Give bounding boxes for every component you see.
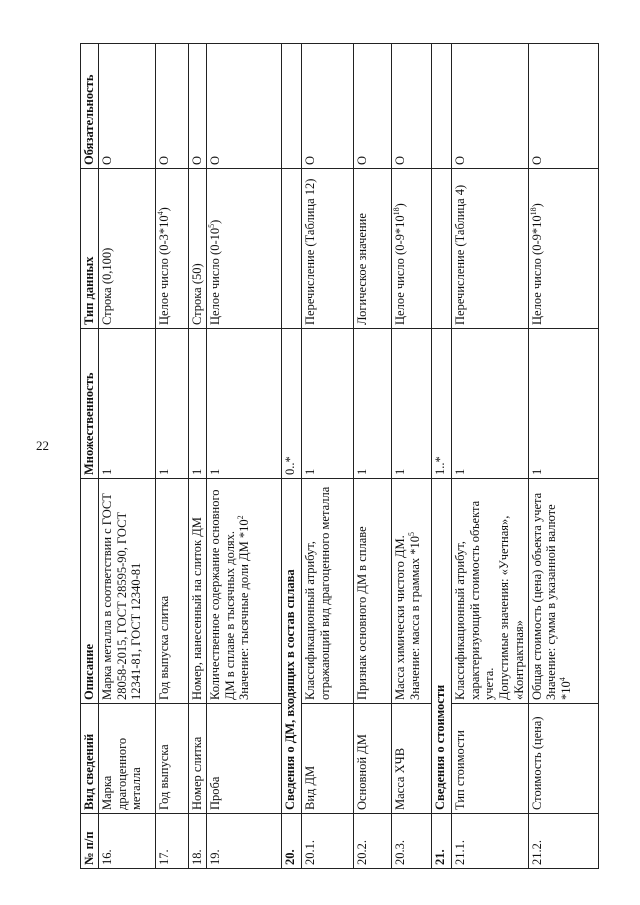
description-exponent: 4 bbox=[557, 677, 567, 682]
description-text: Общая стоимость (цена) объекта учета bbox=[529, 492, 544, 700]
multiplicity-cell: 1 bbox=[301, 329, 353, 479]
row-number: 20. bbox=[281, 814, 301, 869]
row-number: 20.3. bbox=[391, 814, 431, 869]
data-type-cell bbox=[301, 169, 353, 329]
page-number: 22 bbox=[36, 438, 49, 453]
description-text: Номер, нанесенный на слиток ДМ bbox=[189, 517, 204, 700]
data-type-text: Целое число (0-9*10 bbox=[392, 215, 407, 325]
header-multiplicity: Множественность bbox=[81, 329, 99, 479]
description-text: Количественное содержание основного ДМ в сплаве в тысячных долях. bbox=[207, 489, 237, 700]
required-cell bbox=[98, 44, 155, 169]
section-title: Сведения о стоимости bbox=[431, 479, 451, 814]
multiplicity-cell: 1 bbox=[353, 329, 391, 479]
description-text: Масса химически чистого ДМ. bbox=[392, 535, 407, 700]
multiplicity-cell: 1 bbox=[528, 329, 598, 479]
kind-cell: Вид ДМ bbox=[301, 704, 353, 814]
table-row bbox=[528, 44, 598, 869]
table-row bbox=[155, 44, 188, 869]
description-value-text: Допустимые значения: «Учетная», «Контрактная» bbox=[497, 515, 526, 700]
data-type-close: ) bbox=[529, 203, 544, 208]
required-cell bbox=[391, 44, 431, 169]
multiplicity-cell: 1 bbox=[98, 329, 155, 479]
required-cell bbox=[188, 44, 206, 169]
section-row bbox=[431, 44, 451, 869]
required-mark: О bbox=[302, 155, 317, 165]
required-mark: О bbox=[156, 155, 171, 165]
required-mark: О bbox=[189, 155, 204, 165]
description-text: Признак основного ДМ в сплаве bbox=[354, 526, 369, 700]
row-number: 20.2. bbox=[353, 814, 391, 869]
multiplicity-cell: 1 bbox=[188, 329, 206, 479]
required-cell bbox=[155, 44, 188, 169]
data-type-text: Перечисление (Таблица 12) bbox=[302, 178, 317, 325]
required-cell bbox=[301, 44, 353, 169]
header-num: № п/п bbox=[81, 814, 99, 869]
description-cell bbox=[206, 479, 281, 704]
description-value-text: Значение: сумма в указанной валюте *10 bbox=[544, 504, 573, 700]
section-title: Сведения о ДМ, входящих в состав сплава bbox=[281, 479, 301, 814]
data-type-exponent: 4 bbox=[155, 211, 165, 216]
required-cell bbox=[431, 44, 451, 169]
description-cell bbox=[155, 479, 188, 704]
row-number: 21.1. bbox=[451, 814, 528, 869]
table-row bbox=[206, 44, 281, 869]
data-type-cell bbox=[451, 169, 528, 329]
data-type-close: ) bbox=[156, 207, 171, 212]
required-cell bbox=[451, 44, 528, 169]
data-type-cell bbox=[281, 169, 301, 329]
kind-cell: Год выпуска bbox=[155, 704, 188, 814]
row-number: 20.1. bbox=[301, 814, 353, 869]
row-number: 19. bbox=[206, 814, 281, 869]
table-row bbox=[391, 44, 431, 869]
header-required: Обязательность bbox=[81, 44, 99, 169]
description-cell bbox=[353, 479, 391, 704]
multiplicity-cell: 1 bbox=[206, 329, 281, 479]
data-type-text: Целое число (0-10 bbox=[207, 227, 222, 325]
header-description: Описание bbox=[81, 479, 99, 704]
header-data-type: Тип данных bbox=[81, 169, 99, 329]
data-type-exponent: 18 bbox=[391, 207, 401, 216]
table-row bbox=[451, 44, 528, 869]
kind-cell: Масса ХЧВ bbox=[391, 704, 431, 814]
kind-cell: Номер слитка bbox=[188, 704, 206, 814]
required-mark: О bbox=[99, 155, 114, 165]
data-type-cell bbox=[353, 169, 391, 329]
table-header-row bbox=[81, 44, 99, 869]
data-type-close: ) bbox=[392, 203, 407, 208]
description-cell bbox=[98, 479, 155, 704]
description-cell bbox=[451, 479, 528, 704]
row-number: 17. bbox=[155, 814, 188, 869]
description-cell bbox=[301, 479, 353, 704]
data-type-cell bbox=[98, 169, 155, 329]
row-number: 21. bbox=[431, 814, 451, 869]
description-exponent: 5 bbox=[406, 531, 416, 536]
data-type-exponent: 5 bbox=[206, 223, 216, 228]
row-number: 18. bbox=[188, 814, 206, 869]
header-kind: Вид сведений bbox=[81, 704, 99, 814]
kind-cell: Проба bbox=[206, 704, 281, 814]
required-cell bbox=[281, 44, 301, 169]
multiplicity-cell: 0..* bbox=[281, 329, 301, 479]
table-row bbox=[188, 44, 206, 869]
required-cell bbox=[353, 44, 391, 169]
section-row bbox=[281, 44, 301, 869]
multiplicity-cell: 1 bbox=[155, 329, 188, 479]
data-type-close: ) bbox=[207, 219, 222, 224]
kind-cell: Марка драгоценного металла bbox=[98, 704, 155, 814]
data-type-text: Целое число (0-9*10 bbox=[529, 215, 544, 325]
data-type-cell bbox=[206, 169, 281, 329]
description-exponent: 2 bbox=[236, 515, 246, 520]
description-cell bbox=[528, 479, 598, 704]
required-mark: О bbox=[452, 155, 467, 165]
data-type-text: Строка (0,100) bbox=[99, 247, 114, 325]
description-text: Год выпуска слитка bbox=[156, 595, 171, 700]
required-cell bbox=[206, 44, 281, 169]
data-type-text: Перечисление (Таблица 4) bbox=[452, 184, 467, 325]
table-row bbox=[98, 44, 155, 869]
row-number: 21.2. bbox=[528, 814, 598, 869]
required-mark: О bbox=[392, 155, 407, 165]
row-number: 16. bbox=[98, 814, 155, 869]
data-type-text: Логическое значение bbox=[354, 213, 369, 325]
data-type-text: Целое число (0-3*10 bbox=[156, 215, 171, 325]
data-type-cell bbox=[155, 169, 188, 329]
required-mark: О bbox=[529, 155, 544, 165]
attributes-table bbox=[80, 43, 599, 869]
table-row bbox=[353, 44, 391, 869]
multiplicity-cell: 1 bbox=[451, 329, 528, 479]
description-value-text: Значение: тысячные доли ДМ *10 bbox=[237, 519, 252, 700]
required-cell bbox=[528, 44, 598, 169]
description-cell bbox=[391, 479, 431, 704]
kind-cell: Стоимость (цена) bbox=[528, 704, 598, 814]
required-mark: О bbox=[354, 155, 369, 165]
multiplicity-cell: 1 bbox=[391, 329, 431, 479]
description-text: Марка металла в соответствии с ГОСТ 28058-2015, ГОСТ 28595-90, ГОСТ 12341-81, ГОСТ 12340-81 bbox=[99, 493, 144, 700]
table-row bbox=[301, 44, 353, 869]
description-value-text: Значение: масса в граммах *10 bbox=[407, 535, 422, 700]
data-type-exponent: 18 bbox=[528, 207, 538, 216]
description-cell bbox=[188, 479, 206, 704]
required-mark: О bbox=[207, 155, 222, 165]
data-type-cell bbox=[188, 169, 206, 329]
kind-cell: Тип стоимости bbox=[451, 704, 528, 814]
data-type-cell bbox=[391, 169, 431, 329]
kind-cell: Основной ДМ bbox=[353, 704, 391, 814]
data-type-cell bbox=[528, 169, 598, 329]
data-type-text: Строка (50) bbox=[189, 263, 204, 325]
multiplicity-cell: 1..* bbox=[431, 329, 451, 479]
description-text: Классификационный атрибут, отражающий вид драгоценного металла bbox=[302, 486, 332, 700]
data-type-cell bbox=[431, 169, 451, 329]
description-text: Классификационный атрибут, характеризующий стоимость объекта учета. bbox=[452, 500, 497, 700]
rotated-page bbox=[80, 44, 573, 869]
